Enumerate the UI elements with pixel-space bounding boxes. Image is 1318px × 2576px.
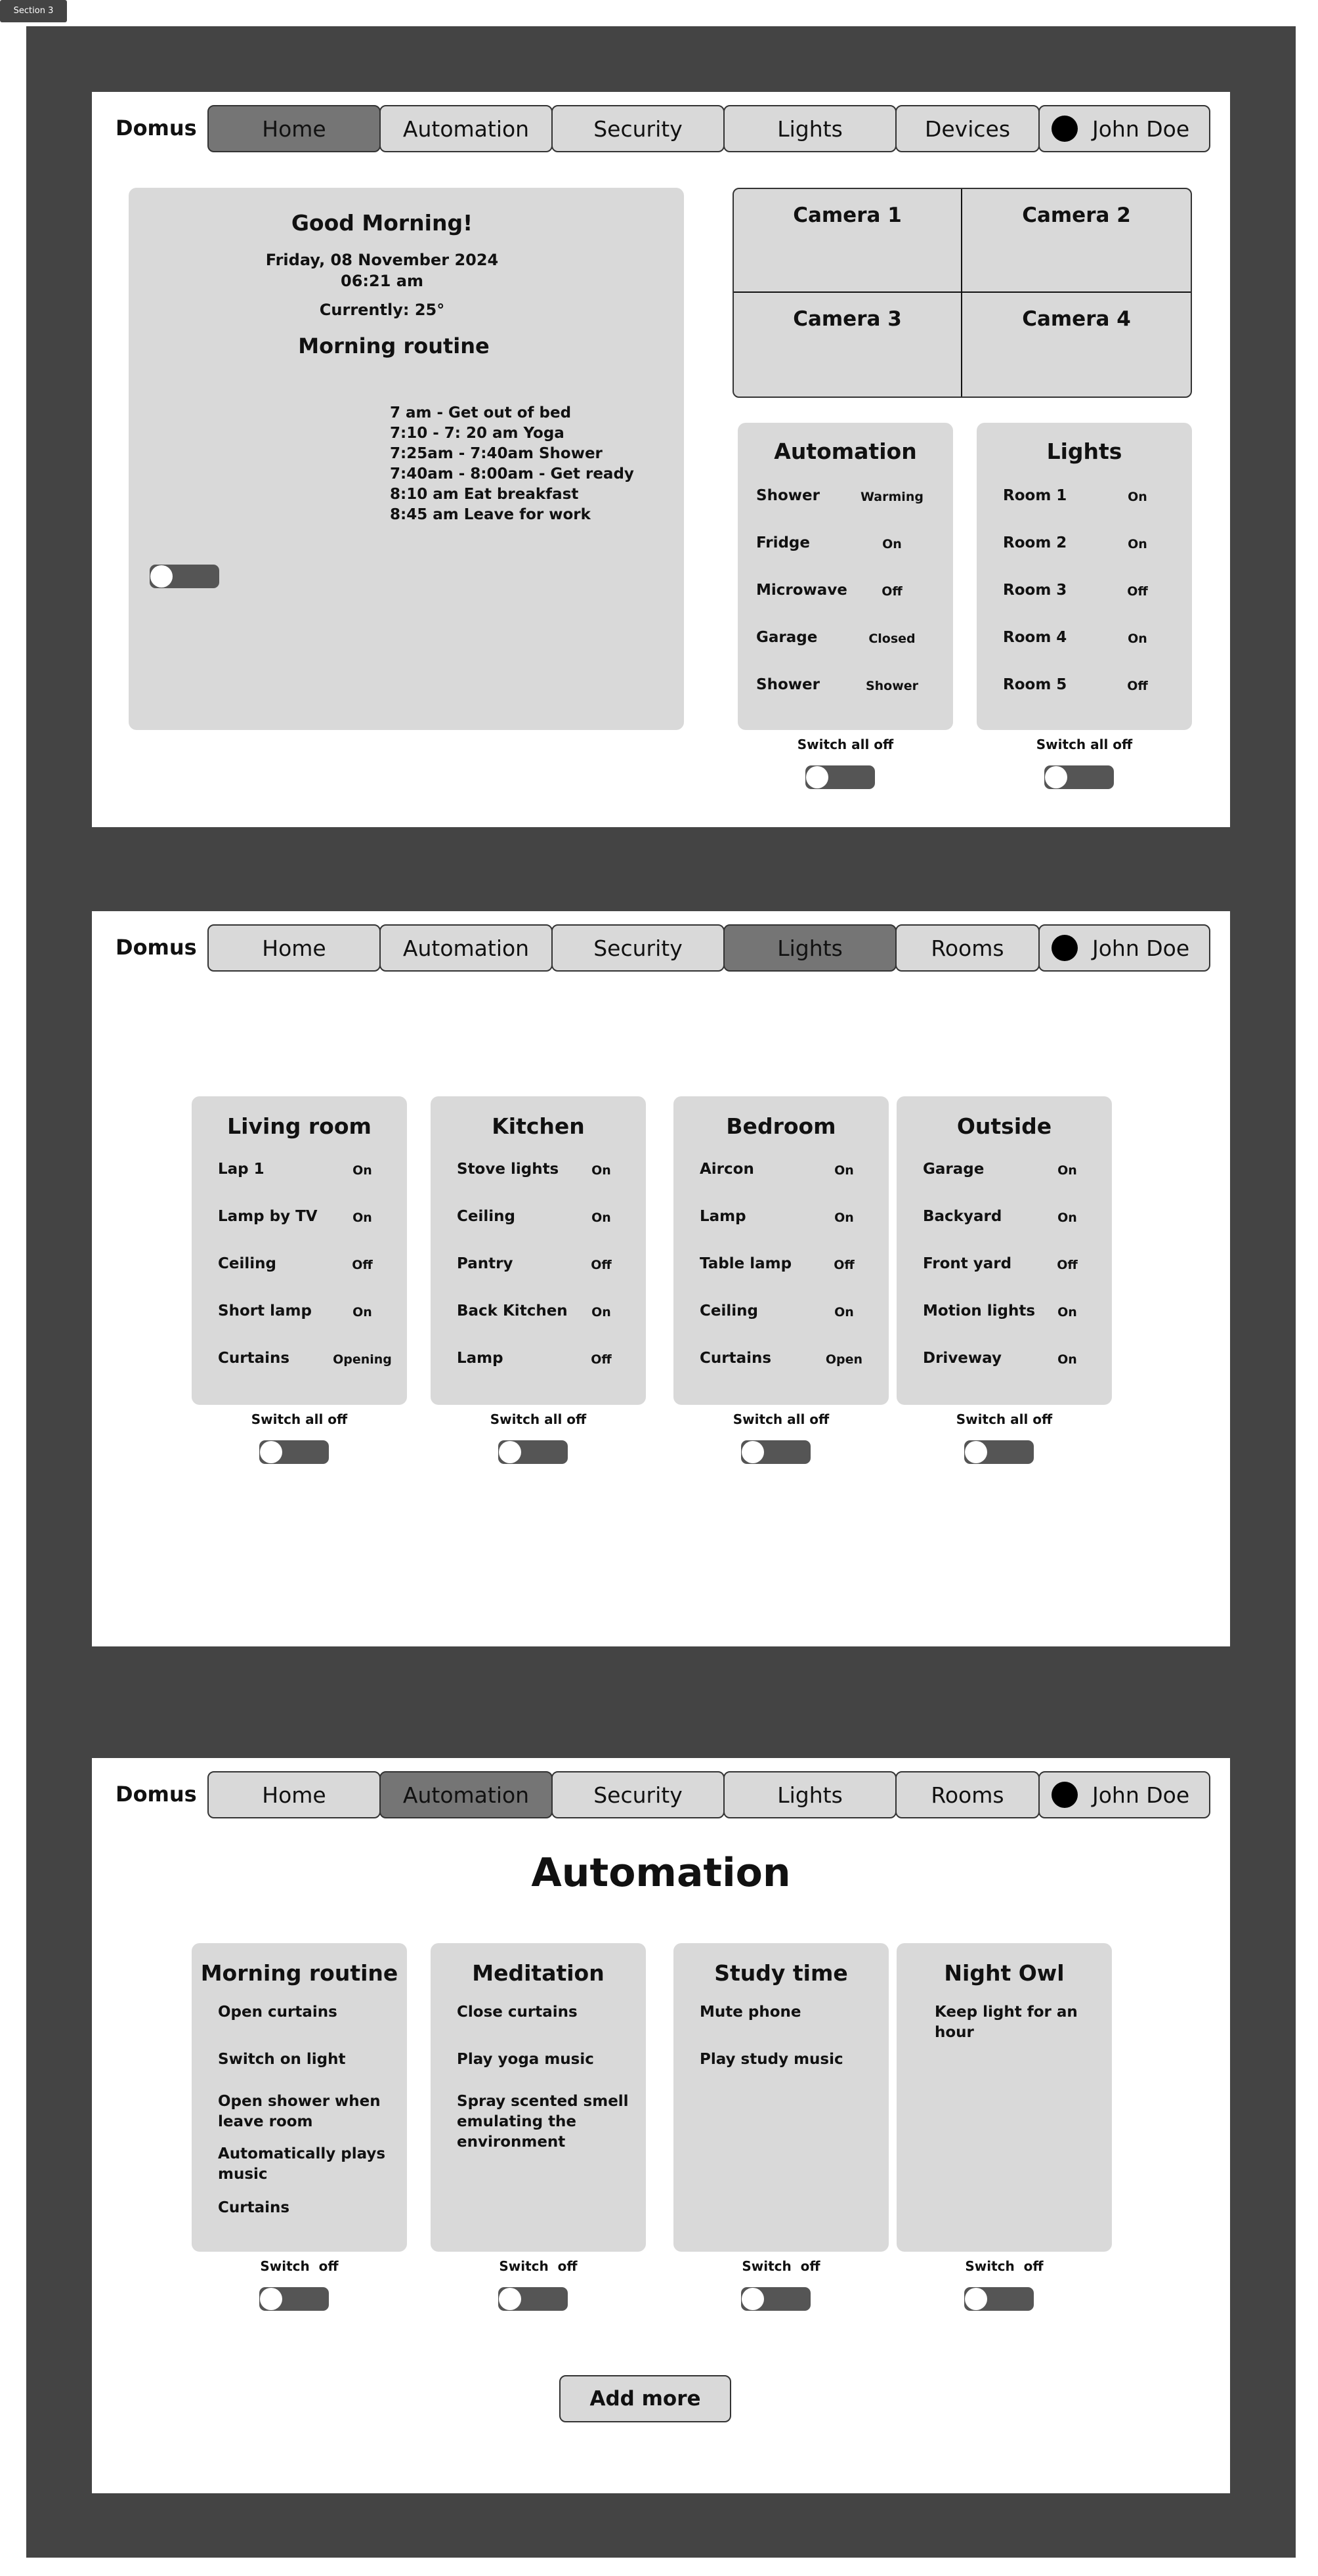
routine-list — [390, 403, 634, 525]
device-name: Microwave — [756, 582, 847, 599]
switch-off-label: Switch off — [965, 2258, 1044, 2274]
room-name: Room 4 — [1003, 629, 1067, 646]
routine-action: Switch on light — [218, 2051, 346, 2068]
room-title: Bedroom — [726, 1113, 836, 1139]
routine-card — [431, 1943, 646, 2252]
tab-home[interactable]: Home — [207, 924, 381, 972]
light-state[interactable]: On — [352, 1163, 372, 1178]
avatar — [1052, 116, 1078, 142]
light-state[interactable]: On — [1057, 1352, 1077, 1367]
light-state[interactable]: Open — [825, 1352, 863, 1367]
lights-card-title: Lights — [1046, 439, 1122, 464]
light-name: Ceiling — [218, 1255, 276, 1272]
user-name: John Doe — [1092, 935, 1190, 961]
automation-switch-toggle[interactable] — [805, 765, 875, 789]
routine-action: Open shower when leave room — [218, 2093, 381, 2130]
room-state[interactable]: Off — [1127, 679, 1148, 693]
tab-home[interactable]: Home — [207, 105, 381, 152]
greeting-card — [129, 188, 684, 730]
device-state[interactable]: Warming — [861, 490, 924, 504]
routine-switch-toggle[interactable] — [964, 2287, 1034, 2311]
toggle-knob — [499, 1441, 521, 1463]
routine-action: Keep light for an hour — [935, 2004, 1078, 2041]
room-state[interactable]: On — [1128, 537, 1147, 551]
greeting-title: Good Morning! — [291, 210, 473, 236]
avatar — [1052, 1782, 1078, 1808]
automation-screen — [92, 1758, 1230, 2493]
toggle-knob — [742, 1441, 764, 1463]
automation-card — [738, 423, 953, 730]
switch-all-off-label: Switch all off — [956, 1411, 1053, 1427]
switch-off-label: Switch off — [742, 2258, 820, 2274]
light-state[interactable]: On — [591, 1305, 611, 1320]
tab-security[interactable]: Security — [551, 924, 725, 972]
device-state[interactable]: Off — [882, 584, 903, 599]
light-name: Lamp — [457, 1350, 503, 1367]
switch-all-off-label: Switch all off — [490, 1411, 587, 1427]
camera-4[interactable]: Camera 4 — [1022, 307, 1131, 331]
room-name: Room 3 — [1003, 582, 1067, 599]
routine-action: Close curtains — [457, 2004, 578, 2021]
time-text: 06:21 am — [341, 272, 423, 290]
room-title: Outside — [956, 1113, 1052, 1139]
light-name: Ceiling — [700, 1302, 758, 1320]
routine-toggle[interactable] — [150, 565, 219, 588]
light-name: Aircon — [700, 1161, 754, 1178]
routine-action: Curtains — [218, 2199, 290, 2216]
room-state[interactable]: Off — [1127, 584, 1148, 599]
room-name: Room 2 — [1003, 534, 1067, 551]
light-name: Curtains — [700, 1350, 772, 1367]
toggle-knob — [1045, 766, 1067, 788]
routine-action: Mute phone — [700, 2004, 801, 2021]
home-screen — [92, 92, 1230, 827]
tab-devices[interactable]: Devices — [895, 105, 1040, 152]
light-name: Driveway — [923, 1350, 1002, 1367]
room-switch-toggle[interactable] — [498, 1440, 568, 1464]
routine-switch-toggle[interactable] — [259, 2287, 329, 2311]
user-name: John Doe — [1092, 1782, 1190, 1808]
routine-title: Study time — [714, 1960, 848, 1986]
page-title: Automation — [531, 1850, 791, 1896]
room-card — [673, 1096, 889, 1405]
light-state[interactable]: On — [834, 1163, 854, 1178]
tab-lights[interactable]: Lights — [723, 924, 897, 972]
light-state[interactable]: Off — [591, 1258, 612, 1272]
switch-off-label: Switch off — [499, 2258, 578, 2274]
routine-item: 7 am - Get out of bed — [390, 404, 572, 421]
light-name: Front yard — [923, 1255, 1012, 1272]
room-title: Kitchen — [492, 1113, 585, 1139]
room-card — [192, 1096, 407, 1405]
device-name: Garage — [756, 629, 818, 646]
tab-rooms[interactable]: Rooms — [895, 1771, 1040, 1818]
routine-action: Play yoga music — [457, 2051, 594, 2068]
user-menu[interactable] — [1038, 105, 1210, 152]
routine-action: Automatically plays music — [218, 2145, 386, 2183]
routine-switch-toggle[interactable] — [498, 2287, 568, 2311]
tab-rooms[interactable]: Rooms — [895, 924, 1040, 972]
room-switch-toggle[interactable] — [741, 1440, 811, 1464]
tab-automation[interactable]: Automation — [379, 1771, 553, 1818]
camera-3[interactable]: Camera 3 — [734, 293, 962, 397]
light-name: Curtains — [218, 1350, 290, 1367]
routine-action: Spray scented smell emulating the environment — [457, 2093, 629, 2151]
routine-item: 7:25am - 7:40am Shower — [390, 445, 603, 462]
room-switch-toggle[interactable] — [259, 1440, 329, 1464]
light-state[interactable]: On — [591, 1211, 611, 1225]
routine-card — [897, 1943, 1112, 2252]
user-name: John Doe — [1092, 116, 1190, 142]
toggle-knob — [150, 565, 173, 588]
light-name: Short lamp — [218, 1302, 312, 1320]
logo: Domus — [116, 116, 197, 140]
routine-action: Open curtains — [218, 2004, 337, 2021]
light-state[interactable]: On — [1057, 1163, 1077, 1178]
routine-item: 8:10 am Eat breakfast — [390, 486, 579, 503]
room-card — [897, 1096, 1112, 1405]
light-state[interactable]: On — [591, 1163, 611, 1178]
device-state[interactable]: Closed — [868, 632, 916, 646]
routine-card — [673, 1943, 889, 2252]
toggle-knob — [806, 766, 828, 788]
light-state[interactable]: Opening — [333, 1352, 392, 1367]
device-state[interactable]: On — [882, 537, 902, 551]
light-state[interactable]: On — [834, 1211, 854, 1225]
routine-item: 7:40am - 8:00am - Get ready — [390, 465, 634, 483]
routine-title: Meditation — [472, 1960, 605, 1986]
user-menu[interactable] — [1038, 924, 1210, 972]
light-state[interactable]: Off — [834, 1258, 855, 1272]
switch-all-off-label: Switch all off — [797, 737, 894, 752]
light-name: Garage — [923, 1161, 985, 1178]
room-state[interactable]: On — [1128, 490, 1147, 504]
room-switch-toggle[interactable] — [964, 1440, 1034, 1464]
weather-text: Currently: 25° — [319, 301, 445, 319]
room-state[interactable]: On — [1128, 632, 1147, 646]
light-state[interactable]: On — [352, 1305, 372, 1320]
lights-screen — [92, 911, 1230, 1646]
camera-grid — [733, 188, 1192, 398]
date-text: Friday, 08 November 2024 — [265, 251, 499, 269]
toggle-knob — [260, 1441, 282, 1463]
camera-1[interactable]: Camera 1 — [734, 189, 962, 293]
light-name: Pantry — [457, 1255, 513, 1272]
light-name: Motion lights — [923, 1302, 1036, 1320]
room-name: Room 5 — [1003, 676, 1067, 693]
light-state[interactable]: On — [834, 1305, 854, 1320]
toggle-knob — [965, 2288, 987, 2310]
room-title: Living room — [227, 1113, 372, 1139]
light-name: Lamp — [700, 1208, 746, 1225]
light-state[interactable]: On — [1057, 1305, 1077, 1320]
light-name: Back Kitchen — [457, 1302, 568, 1320]
light-name: Stove lights — [457, 1161, 559, 1178]
routine-title: Morning routine — [298, 333, 490, 358]
light-state[interactable]: Off — [1057, 1258, 1078, 1272]
room-name: Room 1 — [1003, 487, 1067, 504]
light-state[interactable]: On — [1057, 1211, 1077, 1225]
routine-title: Night Owl — [944, 1960, 1065, 1986]
tab-lights[interactable]: Lights — [723, 1771, 897, 1818]
light-name: Table lamp — [700, 1255, 792, 1272]
light-state[interactable]: On — [352, 1211, 372, 1225]
device-state[interactable]: Shower — [865, 679, 919, 693]
device-name: Shower — [756, 676, 820, 693]
tab-lights[interactable]: Lights — [723, 105, 897, 152]
routine-item: 7:10 - 7: 20 am Yoga — [390, 425, 564, 442]
user-menu[interactable] — [1038, 1771, 1210, 1818]
tab-security[interactable]: Security — [551, 1771, 725, 1818]
automation-card-title: Automation — [774, 439, 917, 464]
section-tag: Section 3 — [0, 0, 67, 22]
device-name: Shower — [756, 487, 820, 504]
light-name: Lamp by TV — [218, 1208, 318, 1225]
tab-automation[interactable]: Automation — [379, 105, 553, 152]
toggle-knob — [742, 2288, 764, 2310]
light-name: Lap 1 — [218, 1161, 265, 1178]
routine-action: Play study music — [700, 2051, 843, 2068]
light-state[interactable]: Off — [352, 1258, 373, 1272]
device-name: Fridge — [756, 534, 810, 551]
lights-card — [977, 423, 1192, 730]
add-more-button[interactable]: Add more — [559, 2375, 731, 2422]
camera-2[interactable]: Camera 2 — [962, 189, 1191, 293]
switch-off-label: Switch off — [260, 2258, 339, 2274]
toggle-knob — [499, 2288, 521, 2310]
routine-item: 8:45 am Leave for work — [390, 506, 591, 523]
light-state[interactable]: Off — [591, 1352, 612, 1367]
routine-switch-toggle[interactable] — [741, 2287, 811, 2311]
routine-card — [192, 1943, 407, 2252]
lights-switch-toggle[interactable] — [1044, 765, 1114, 789]
logo: Domus — [116, 1782, 197, 1807]
toggle-knob — [965, 1441, 987, 1463]
light-name: Backyard — [923, 1208, 1002, 1225]
switch-all-off-label: Switch all off — [251, 1411, 348, 1427]
tab-security[interactable]: Security — [551, 105, 725, 152]
tab-automation[interactable]: Automation — [379, 924, 553, 972]
toggle-knob — [260, 2288, 282, 2310]
room-card — [431, 1096, 646, 1405]
logo: Domus — [116, 935, 197, 960]
switch-all-off-label: Switch all off — [733, 1411, 830, 1427]
tab-home[interactable]: Home — [207, 1771, 381, 1818]
light-name: Ceiling — [457, 1208, 515, 1225]
avatar — [1052, 935, 1078, 961]
routine-title: Morning routine — [200, 1960, 398, 1986]
switch-all-off-label: Switch all off — [1036, 737, 1133, 752]
